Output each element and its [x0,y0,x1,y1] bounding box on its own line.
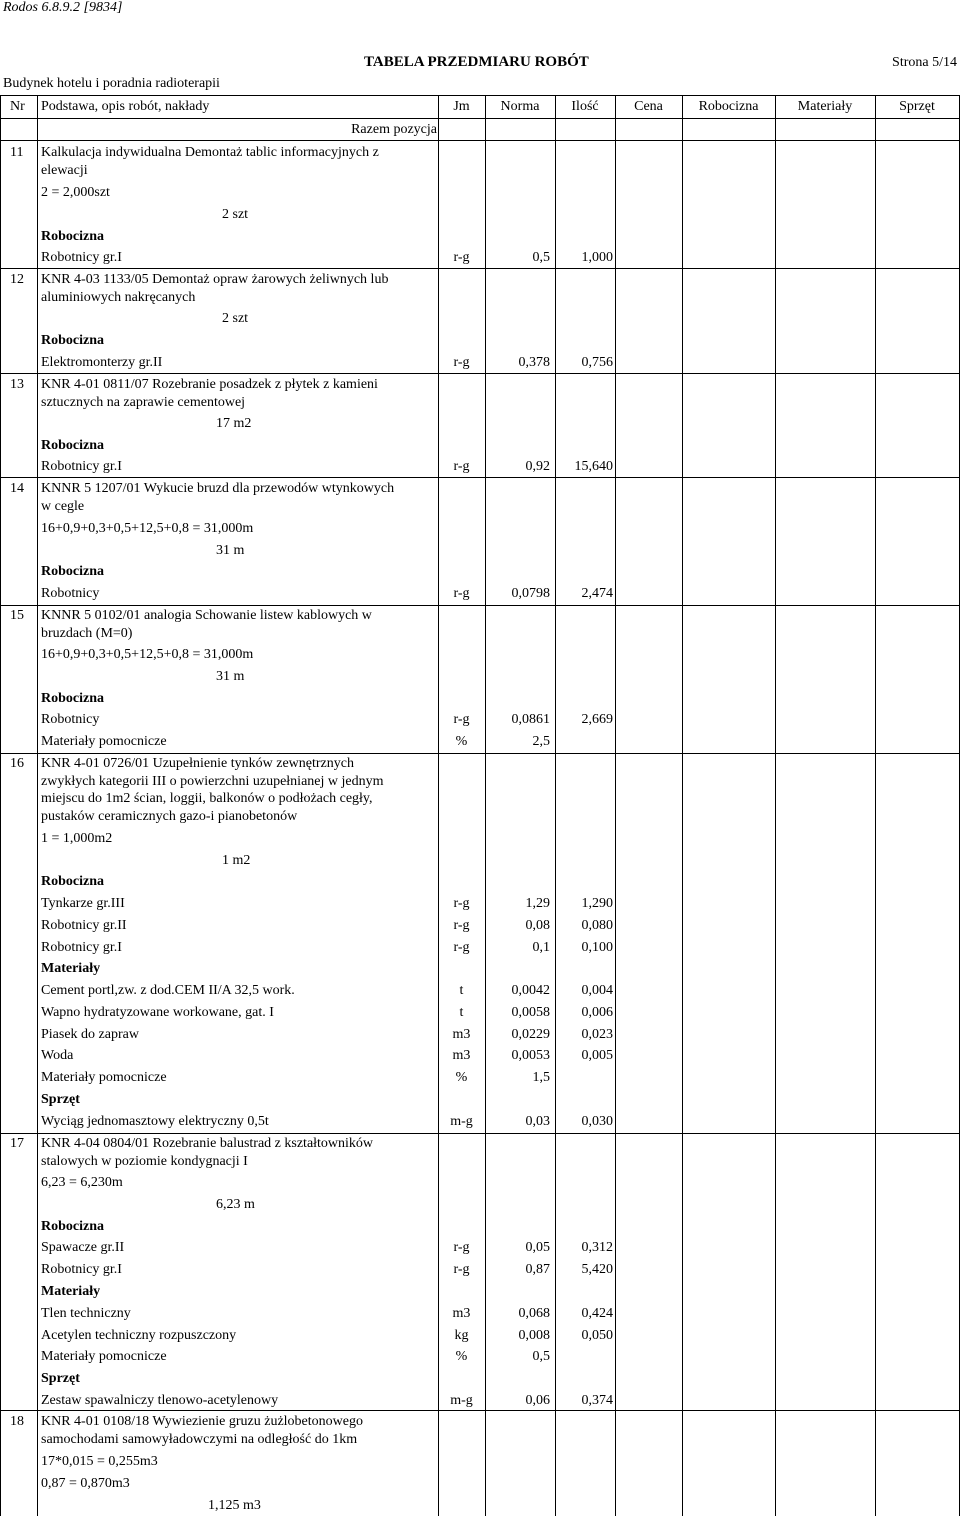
resource-norm: 0,05 [525,1240,550,1255]
resource-quantity: 2,474 [581,586,613,601]
position-description: samochodami samowyładowczymi na odległość do 1km [41,1432,358,1447]
header-divider [0,118,960,119]
resource-quantity: 0,100 [581,940,613,955]
resource-unit: r-g [453,459,470,474]
resource-norm: 0,0042 [511,983,550,998]
section-label: Robocizna [41,438,104,453]
estimate-table [0,95,960,1516]
position-description: sztucznych na zaprawie cementowej [41,395,246,410]
quantity-calculation: 16+0,9+0,3+0,5+12,5+0,8 = 31,000m [41,521,254,536]
position-description: KNNR 5 0102/01 analogia Schowanie listew kablowych w [41,608,372,623]
resource-norm: 0,378 [518,355,550,370]
resource-norm: 0,0053 [511,1048,550,1063]
resource-norm: 0,87 [525,1262,550,1277]
resource-norm: 1,5 [532,1070,550,1085]
resource-name: Spawacze gr.II [41,1240,125,1255]
resource-unit: % [455,1070,468,1085]
resource-unit: r-g [453,1262,470,1277]
position-description: KNR 4-03 1133/05 Demontaż opraw żarowych żeliwnych lub [41,272,389,287]
position-divider [0,268,960,269]
resource-norm: 2,5 [532,734,550,749]
quantity-calculation: 17*0,015 = 0,255m3 [41,1454,158,1469]
resource-norm: 0,06 [525,1393,550,1408]
resource-norm: 0,92 [525,459,550,474]
resource-name: Elektromonterzy gr.II [41,355,163,370]
column-header: Materiały [797,99,853,114]
resource-norm: 0,008 [518,1328,550,1343]
resource-norm: 0,0229 [511,1027,550,1042]
quantity-calculation: 2 = 2,000szt [41,185,110,200]
resource-quantity: 0,080 [581,918,613,933]
resource-name: Woda [41,1048,74,1063]
position-number: 14 [10,481,24,496]
resource-unit: r-g [453,712,470,727]
resource-name: Cement portl,zw. z dod.CEM II/A 32,5 work. [41,983,295,998]
resource-quantity: 0,005 [581,1048,613,1063]
resource-name: Wapno hydratyzowane workowane, gat. I [41,1005,274,1020]
resource-quantity: 0,004 [581,983,613,998]
position-quantity: 2 szt [222,311,249,326]
section-label: Sprzęt [41,1092,80,1107]
resource-name: Robotnicy gr.I [41,940,122,955]
section-label: Materiały [41,961,101,976]
resource-quantity: 2,669 [581,712,613,727]
position-quantity: 31 m [216,669,245,684]
resource-name: Tynkarze gr.III [41,896,125,911]
resource-quantity: 1,290 [581,896,613,911]
resource-norm: 0,5 [532,1349,550,1364]
column-header: Norma [500,99,540,114]
resource-norm: 0,0798 [511,586,550,601]
resource-name: Robotnicy [41,586,100,601]
section-label: Robocizna [41,874,104,889]
section-label: Sprzęt [41,1371,80,1386]
position-description: elewacji [41,163,88,178]
column-header: Razem pozycja [351,122,437,137]
program-label: Rodos 6.8.9.2 [9834] [3,0,123,15]
page-number: Strona 5/14 [892,55,957,70]
position-divider [0,1410,960,1411]
position-number: 16 [10,756,24,771]
resource-unit: r-g [453,940,470,955]
section-label: Robocizna [41,564,104,579]
resource-name: Robotnicy gr.I [41,459,122,474]
resource-unit: r-g [453,586,470,601]
resource-unit: % [455,1349,468,1364]
resource-norm: 0,5 [532,250,550,265]
position-number: 18 [10,1414,24,1429]
position-quantity: 6,23 m [216,1197,255,1212]
resource-unit: r-g [453,250,470,265]
position-number: 12 [10,272,24,287]
resource-unit: m3 [452,1027,471,1042]
resource-norm: 0,068 [518,1306,550,1321]
resource-name: Tlen techniczny [41,1306,131,1321]
column-divider [875,95,876,1516]
resource-name: Wyciąg jednomasztowy elektryczny 0,5t [41,1114,269,1129]
section-label: Robocizna [41,1219,104,1234]
page-title: TABELA PRZEDMIARU ROBÓT [364,54,589,70]
resource-name: Materiały pomocnicze [41,1349,167,1364]
resource-quantity: 0,023 [581,1027,613,1042]
resource-norm: 0,03 [525,1114,550,1129]
position-description: KNNR 5 1207/01 Wykucie bruzd dla przewodów wtynkowych [41,481,395,496]
section-label: Materiały [41,1284,101,1299]
resource-unit: r-g [453,1240,470,1255]
position-divider [0,1133,960,1134]
section-label: Robocizna [41,333,104,348]
section-label: Robocizna [41,229,104,244]
position-description: w cegle [41,499,85,514]
resource-quantity: 5,420 [581,1262,613,1277]
position-divider [0,373,960,374]
resource-quantity: 0,030 [581,1114,613,1129]
resource-unit: m-g [450,1114,473,1129]
position-number: 15 [10,608,24,623]
resource-unit: kg [454,1328,469,1343]
quantity-calculation: 16+0,9+0,3+0,5+12,5+0,8 = 31,000m [41,647,254,662]
position-number: 13 [10,377,24,392]
position-description: aluminiowych nakręcanych [41,290,196,305]
column-divider [555,95,556,1516]
position-description: miejscu do 1m2 ścian, loggii, balkonów o podłożach cegły, [41,791,373,806]
position-quantity: 1 m2 [222,853,251,868]
resource-quantity: 0,006 [581,1005,613,1020]
column-divider [0,95,1,1516]
resource-name: Materiały pomocnicze [41,1070,167,1085]
resource-unit: % [455,734,468,749]
column-divider [775,95,776,1516]
resource-quantity: 15,640 [574,459,613,474]
position-description: stalowych w poziomie kondygnacji I [41,1154,248,1169]
resource-norm: 0,1 [532,940,550,955]
resource-name: Zestaw spawalniczy tlenowo-acetylenowy [41,1393,279,1408]
position-description: pustaków ceramicznych gazo-i pianobetonów [41,809,298,824]
resource-name: Materiały pomocnicze [41,734,167,749]
quantity-calculation: 1 = 1,000m2 [41,831,113,846]
position-divider [0,477,960,478]
column-divider [682,95,683,1516]
resource-unit: m3 [452,1048,471,1063]
section-label: Robocizna [41,691,104,706]
table-top-border [0,95,960,96]
column-divider [485,95,486,1516]
position-description: Kalkulacja indywidualna Demontaż tablic informacyjnych z [41,145,379,160]
header-bottom-border [0,140,960,141]
resource-quantity: 0,374 [581,1393,613,1408]
resource-norm: 1,29 [525,896,550,911]
resource-name: Robotnicy gr.II [41,918,127,933]
position-divider [0,753,960,754]
resource-unit: r-g [453,896,470,911]
resource-norm: 0,08 [525,918,550,933]
position-number: 11 [10,145,24,160]
column-divider [615,95,616,1516]
position-quantity: 2 szt [222,207,249,222]
resource-name: Acetylen techniczny rozpuszczony [41,1328,237,1343]
position-quantity: 31 m [216,543,245,558]
position-number: 17 [10,1136,24,1151]
resource-quantity: 0,050 [581,1328,613,1343]
column-header: Jm [453,99,470,114]
column-divider [438,95,439,1516]
position-quantity: 17 m2 [216,416,252,431]
column-header: Podstawa, opis robót, nakłady [41,99,210,114]
quantity-calculation: 0,87 = 0,870m3 [41,1476,130,1491]
quantity-calculation: 6,23 = 6,230m [41,1175,123,1190]
resource-name: Robotnicy [41,712,100,727]
column-header: Ilość [571,99,599,114]
resource-quantity: 0,312 [581,1240,613,1255]
resource-name: Robotnicy gr.I [41,1262,122,1277]
resource-quantity: 0,756 [581,355,613,370]
building-name: Budynek hotelu i poradnia radioterapii [3,76,220,91]
resource-norm: 0,0058 [511,1005,550,1020]
resource-unit: r-g [453,355,470,370]
resource-unit: t [459,1005,464,1020]
resource-unit: t [459,983,464,998]
resource-quantity: 0,424 [581,1306,613,1321]
resource-unit: r-g [453,918,470,933]
resource-name: Piasek do zapraw [41,1027,139,1042]
resource-unit: m3 [452,1306,471,1321]
position-description: bruzdach (M=0) [41,626,133,641]
resource-name: Robotnicy gr.I [41,250,122,265]
resource-norm: 0,0861 [511,712,550,727]
resource-quantity: 1,000 [581,250,613,265]
position-divider [0,605,960,606]
position-quantity: 1,125 m3 [208,1498,261,1513]
position-description: zwykłych kategorii III o powierzchni uzupełnianej w jednym [41,774,384,789]
position-description: KNR 4-01 0108/18 Wywiezienie gruzu żużlobetonowego [41,1414,363,1429]
column-header: Nr [10,99,25,114]
column-header: Robocizna [698,99,759,114]
column-header: Sprzęt [899,99,935,114]
column-header: Cena [634,99,663,114]
position-description: KNR 4-04 0804/01 Rozebranie balustrad z kształtowników [41,1136,374,1151]
position-description: KNR 4-01 0811/07 Rozebranie posadzek z płytek z kamieni [41,377,378,392]
position-description: KNR 4-01 0726/01 Uzupełnienie tynków zewnętrznych [41,756,354,771]
column-divider [37,95,38,1516]
resource-unit: m-g [450,1393,473,1408]
